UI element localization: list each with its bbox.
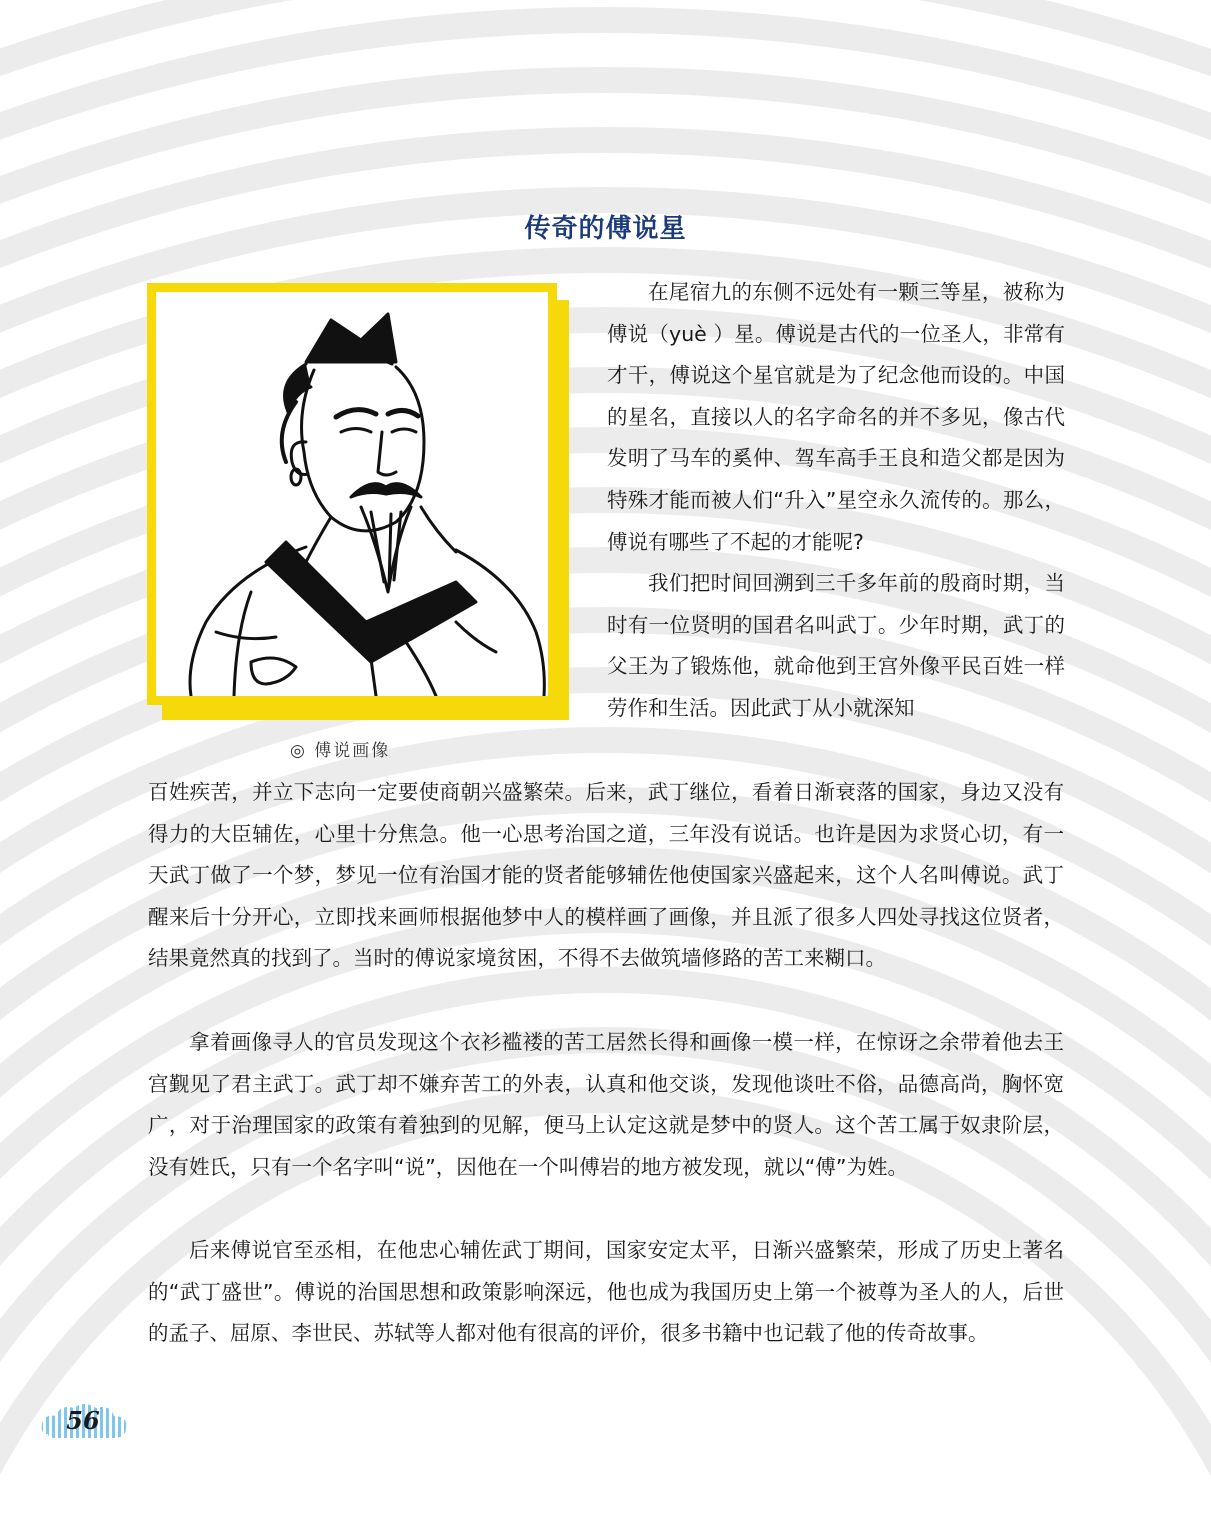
portrait-illustration: [156, 292, 548, 696]
paragraph-2-continued: 百姓疾苦，并立下志向一定要使商朝兴盛繁荣。后来，武丁继位，看着日渐衰落的国家，身边又没有得力的大臣辅佐，心里十分焦急。他一心思考治国之道，三年没有说话。也许是因为求贤心切，有一天武丁做了一个梦，梦见一位有治国才能的贤者能够辅佐他使国家兴盛起来，这个人名叫傅说。武丁醒来后十分开心，立即找来画师根据他梦中人的模样画了画像，并且派了很多人四处寻找这位贤者，结果竟然真的找到了。当时的傅说家境贫困，不得不去做筑墙修路的苦工来糊口。: [148, 780, 1064, 971]
portrait-figure: [147, 283, 557, 705]
paragraph-1: 在尾宿九的东侧不远处有一颗三等星，被称为傅说（yuè ）星。傅说是古代的一位圣人，非常有才干，傅说这个星官就是为了纪念他而设的。中国的星名，直接以人的名字命名的并不多见，像古代发明了马车的奚仲、驾车高手王良和造父都是因为特殊才能而被人们“升入”星空永久流传的。那么，傅说有哪些了不起的才能呢?: [607, 280, 1065, 554]
figure-caption: ◎ 傅说画像: [290, 741, 391, 761]
page-title: 传奇的傅说星: [524, 214, 687, 244]
paragraph-4: 后来傅说官至丞相，在他忠心辅佐武丁期间，国家安定太平，日渐兴盛繁荣，形成了历史上著名的“武丁盛世”。傅说的治国思想和政策影响深远，他也成为我国历史上第一个被尊为圣人的人，后世的孟子、屈原、李世民、苏轼等人都对他有很高的评价，很多书籍中也记载了他的传奇故事。: [148, 1238, 1064, 1346]
body-text-full-3: [148, 1230, 1064, 1355]
paragraph-2-start: 我们把时间回溯到三千多年前的殷商时期，当时有一位贤明的国君名叫武丁。少年时期，武丁的父王为了锻炼他，就命他到王宫外像平民百姓一样劳作和生活。因此武丁从小就深知: [607, 571, 1065, 720]
body-text-full-1: [148, 772, 1064, 980]
body-text-full-2: [148, 1022, 1064, 1188]
body-text-column: [607, 272, 1065, 730]
paragraph-3: 拿着画像寻人的官员发现这个衣衫褴褛的苦工居然长得和画像一模一样，在惊讶之余带着他去王宫觐见了君主武丁。武丁却不嫌弃苦工的外表，认真和他交谈，发现他谈吐不俗，品德高尚，胸怀宽广，对于治理国家的政策有着独到的见解，便马上认定这就是梦中的贤人。这个苦工属于奴隶阶层，没有姓氏，只有一个名字叫“说”，因他在一个叫傅岩的地方被发现，就以“傅”为姓。: [148, 1030, 1064, 1179]
page-number: 56: [66, 1406, 100, 1435]
page-number-badge: [40, 1400, 130, 1446]
